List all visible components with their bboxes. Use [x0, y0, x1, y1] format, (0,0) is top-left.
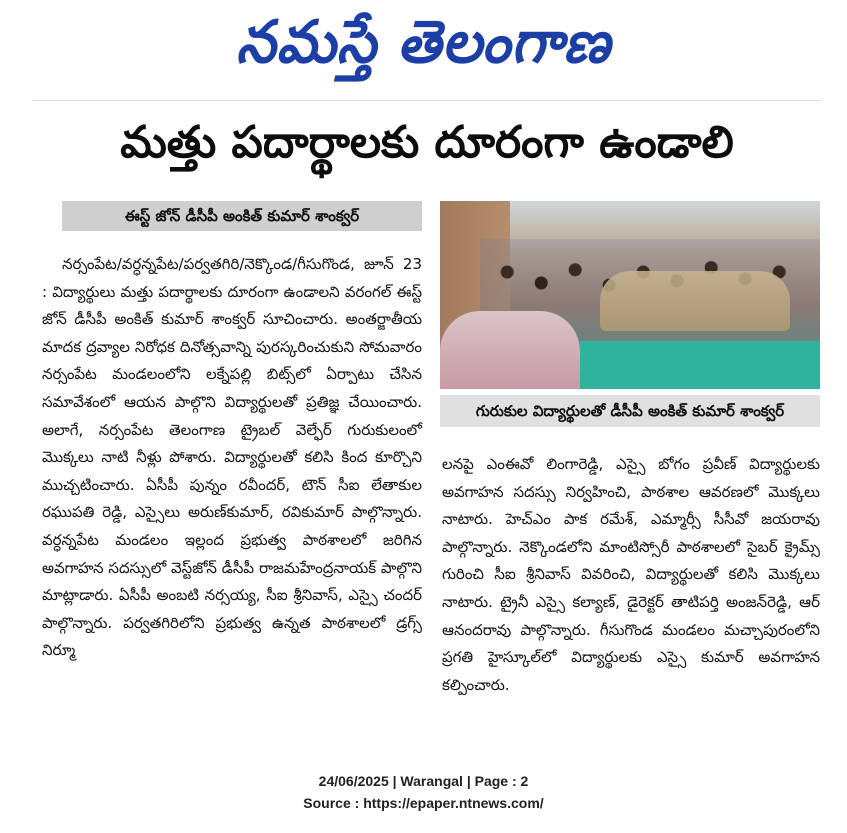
source-link[interactable]: Source : https://epaper.ntnews.com/	[303, 795, 544, 811]
photo-caption: గురుకుల విద్యార్థులతో డీసీపీ అంకిత్ కుమార్ శాంక్వర్	[440, 395, 820, 427]
article-body-right-column: లనపై ఎంఈవో లింగారెడ్డి, ఎస్సై బోగం ప్రవీణ్ విద్యార్థులకు అవగాహన సదస్సు నిర్వహించి, పాఠశాల ఆవరణలో మొక్కలు నాటారు. హెచ్‌ఎం పాక రమేశ్, ఎమ్మార్సీ సీసీవో జయరావు పాల్గొన్నారు. నెక్కొండలోని మాంటిస్సోరీ పాఠశాలలో సైబర్ క్రైమ్స్ గురించి సీఐ శ్రీనివాస్ వివరించి, విద్యార్థులతో కలిసి మొక్కలు నాటారు. ట్రైనీ ఎస్సై కల్యాణ్, డైరెక్టర్ తాటిపర్తి అంజన్‌రెడ్డి, ఆర్ ఆనందరావు పాల్గొన్నారు. గీసుగొండ మండలం మచ్చాపురంలోని ప్రగతి హైస్కూల్‌లో విద్యార్థులకు ఎస్సై కుమార్ అవగాహన కల్పించారు.	[442, 455, 820, 694]
photo-green-mat	[580, 341, 820, 389]
newspaper-logo: నమస్తే తెలంగాణ	[236, 8, 611, 77]
photo-guests	[440, 311, 580, 389]
photo-police-officers	[600, 271, 790, 331]
article-photo	[440, 201, 820, 389]
article-byline: ఈస్ట్ జోన్ డీసీపీ అంకిత్ కుమార్ శాంక్వర్	[62, 201, 422, 231]
article-body-left-column: నర్సంపేట/వర్ధన్నపేట/పర్వతగిరి/నెక్కొండ/గీసుగొండ, జూన్ 23 : విద్యార్థులు మత్తు పదార్థాలకు దూరంగా ఉండాలని వరంగల్ ఈస్ట్ జోన్ డీసీపీ అంకిత్ కుమార్ శాంక్వర్ సూచించారు. అంతర్జాతీయ మాదక ద్రవ్యాల నిరోధక దినోత్సవాన్ని పురస్కరించుకుని సోమవారం నర్సంపేట మండలంలోని లక్నేపల్లి బిట్స్‌లో ఏర్పాటు చేసిన సమావేశంలో ఆయన పాల్గొని విద్యార్థులతో ప్రతిజ్ఞ చేయించారు. అలాగే, నర్సంపేట తెలంగాణ ట్రైబల్ వెల్ఫేర్ గురుకులంలో మొక్కలు నాటి నీళ్లు పోశారు. విద్యార్థులతో కలిసి కింద కూర్చొని ముచ్చటించారు. ఏసీపీ పున్నం రవీందర్, టౌన్ సీఐ లేతాకుల రఘుపతి రెడ్డి, ఎస్సైలు అరుణ్‌కుమార్, రవికుమార్ పాల్గొన్నారు. వర్ధన్నపేట మండలం ఇల్లంద ప్రభుత్వ పాఠశాలలో జరిగిన అవగాహన సదస్సులో వెస్ట్‌జోన్ డీసీపీ రాజమహేంద్రనాయక్ పాల్గొని మాట్లాడారు. ఏసీపీ అంబటి నర్సయ్య, సీఐ శ్రీనివాస్, ఎస్సై చందర్ పాల్గొన్నారు. పర్వతగిరిలోని ప్రభుత్వ ఉన్నత పాఠశాలలో డ్రగ్స్ నిర్మూ	[42, 255, 422, 660]
page-footer	[0, 770, 847, 814]
article-clipping	[32, 100, 822, 741]
edition-info: 24/06/2025 | Warangal | Page : 2	[318, 773, 529, 789]
article-headline: మత్తు పదార్థాలకు దూరంగా ఉండాలి	[120, 117, 734, 168]
masthead	[0, 6, 847, 86]
